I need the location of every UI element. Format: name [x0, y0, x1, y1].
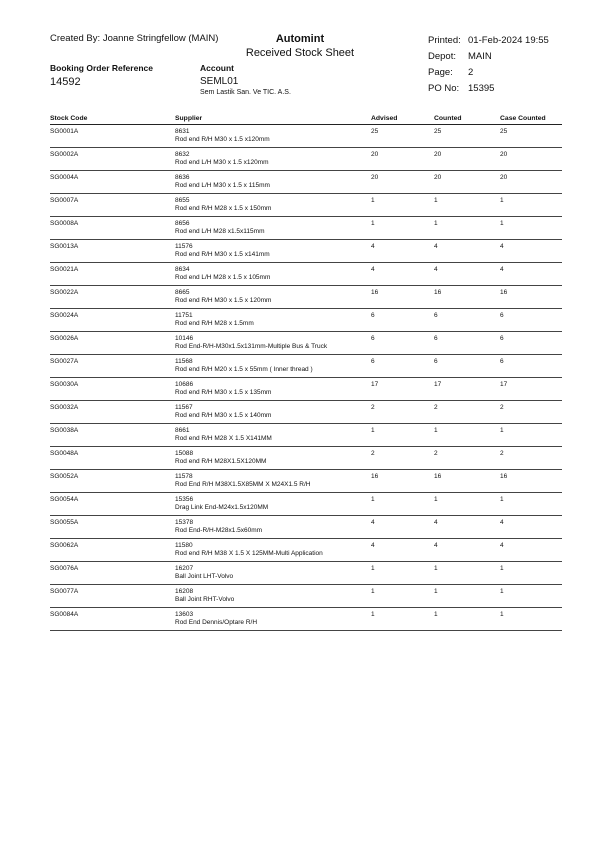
advised-qty: 4: [371, 266, 375, 273]
stock-code: SG0004A: [50, 174, 79, 181]
case-counted-cell: [500, 286, 562, 309]
column-header-advised: Advised: [371, 114, 434, 125]
item-description: Rod end R/H M28X1.5X120MM: [175, 458, 267, 465]
item-description: Rod End-R/H-M28x1.5x60mm: [175, 527, 263, 534]
counted-cell: [434, 562, 500, 585]
supplier-code: 8661: [175, 427, 190, 434]
item-description: Rod End R/H M38X1.5X85MM X M24X1.5 R/H: [175, 481, 311, 488]
supplier-cell: [175, 470, 371, 493]
counted-qty: 1: [434, 496, 438, 503]
printed-value: 01-Feb-2024 19:55: [468, 35, 549, 46]
supplier-code: 15356: [175, 496, 194, 503]
advised-cell: [371, 447, 434, 470]
stock-code: SG0038A: [50, 427, 79, 434]
counted-cell: [434, 470, 500, 493]
page-row: [428, 65, 549, 81]
supplier-cell: [175, 493, 371, 516]
counted-cell: [434, 424, 500, 447]
table-row: [50, 263, 562, 286]
stock-code: SG0001A: [50, 128, 79, 135]
depot-row: [428, 49, 549, 65]
supplier-cell: [175, 171, 371, 194]
advised-cell: [371, 217, 434, 240]
advised-cell: [371, 240, 434, 263]
stock-code-cell: [50, 286, 175, 309]
stock-code-cell: [50, 562, 175, 585]
table-row: [50, 286, 562, 309]
item-description: Rod end R/H M30 x 1.5 x141mm: [175, 251, 270, 258]
supplier-cell: [175, 562, 371, 585]
case-counted-cell: [500, 217, 562, 240]
printed-label: Printed:: [428, 35, 461, 46]
table-row: [50, 194, 562, 217]
advised-cell: [371, 309, 434, 332]
column-header-counted: Counted: [434, 114, 500, 125]
item-description: Rod end R/H M38 X 1.5 X 125MM-Multi Application: [175, 550, 323, 557]
counted-qty: 1: [434, 588, 438, 595]
stock-code: SG0055A: [50, 519, 79, 526]
supplier-code: 16208: [175, 588, 194, 595]
counted-qty: 1: [434, 197, 438, 204]
case-counted-cell: [500, 585, 562, 608]
advised-qty: 6: [371, 335, 375, 342]
po-label: PO No:: [428, 83, 460, 94]
case-counted-cell: [500, 355, 562, 378]
advised-cell: [371, 355, 434, 378]
counted-qty: 25: [434, 128, 442, 135]
created-by-value: Joanne Stringfellow (MAIN): [102, 33, 219, 44]
supplier-cell: [175, 125, 371, 148]
advised-cell: [371, 148, 434, 171]
table-row: [50, 608, 562, 631]
stock-code-cell: [50, 424, 175, 447]
stock-code: SG0008A: [50, 220, 79, 227]
supplier-cell: [175, 539, 371, 562]
printed-row: [428, 33, 549, 49]
case-counted-cell: [500, 378, 562, 401]
stock-code-cell: [50, 378, 175, 401]
case-counted-qty: 20: [500, 174, 508, 181]
item-description: Drag Link End-M24x1.5x120MM: [175, 504, 269, 511]
advised-qty: 16: [371, 473, 379, 480]
stock-code-cell: [50, 401, 175, 424]
counted-qty: 17: [434, 381, 442, 388]
table-row: [50, 516, 562, 539]
advised-qty: 1: [371, 427, 375, 434]
stock-code: SG0007A: [50, 197, 79, 204]
advised-qty: 2: [371, 450, 375, 457]
supplier-cell: [175, 516, 371, 539]
item-description: Rod End Dennis/Optare R/H: [175, 619, 258, 626]
case-counted-cell: [500, 263, 562, 286]
stock-code-cell: [50, 148, 175, 171]
stock-code: SG0052A: [50, 473, 79, 480]
case-counted-cell: [500, 493, 562, 516]
counted-cell: [434, 286, 500, 309]
supplier-code: 8636: [175, 174, 190, 181]
counted-cell: [434, 355, 500, 378]
counted-cell: [434, 539, 500, 562]
stock-code-cell: [50, 355, 175, 378]
stock-code-cell: [50, 493, 175, 516]
created-by-label: Created By:: [50, 33, 101, 44]
table-row: [50, 148, 562, 171]
column-header-supplier: Supplier: [175, 114, 371, 125]
supplier-cell: [175, 332, 371, 355]
supplier-code: 11580: [175, 542, 193, 549]
advised-qty: 1: [371, 496, 375, 503]
supplier-cell: [175, 217, 371, 240]
account-name: Sem Lastik San. Ve TIC. A.S.: [200, 89, 291, 96]
counted-qty: 20: [434, 151, 442, 158]
column-header-case-counted: Case Counted: [500, 114, 562, 125]
table-row: [50, 470, 562, 493]
stock-code: SG0013A: [50, 243, 79, 250]
advised-cell: [371, 125, 434, 148]
table-header-row: [50, 114, 562, 125]
counted-qty: 1: [434, 427, 438, 434]
counted-cell: [434, 378, 500, 401]
counted-qty: 1: [434, 565, 438, 572]
counted-cell: [434, 516, 500, 539]
advised-cell: [371, 263, 434, 286]
advised-cell: [371, 608, 434, 631]
created-by: [50, 33, 218, 44]
stock-code-cell: [50, 539, 175, 562]
table-row: [50, 332, 562, 355]
supplier-code: 13603: [175, 611, 194, 618]
case-counted-qty: 17: [500, 381, 508, 388]
item-description: Ball Joint RHT-Volvo: [175, 596, 235, 603]
stock-code-cell: [50, 447, 175, 470]
table-row: [50, 562, 562, 585]
supplier-code: 11568: [175, 358, 193, 365]
advised-qty: 1: [371, 565, 375, 572]
case-counted-qty: 4: [500, 542, 504, 549]
supplier-cell: [175, 263, 371, 286]
supplier-code: 10146: [175, 335, 194, 342]
advised-qty: 6: [371, 312, 375, 319]
stock-code: SG0022A: [50, 289, 79, 296]
supplier-code: 8631: [175, 128, 190, 135]
case-counted-cell: [500, 240, 562, 263]
advised-cell: [371, 378, 434, 401]
stock-table: [50, 114, 562, 631]
stock-code: SG0030A: [50, 381, 79, 388]
case-counted-cell: [500, 424, 562, 447]
counted-cell: [434, 194, 500, 217]
case-counted-qty: 6: [500, 358, 504, 365]
item-description: Rod End-R/H-M30x1.5x131mm-Multiple Bus & Truck: [175, 343, 328, 350]
case-counted-cell: [500, 125, 562, 148]
supplier-cell: [175, 240, 371, 263]
counted-cell: [434, 401, 500, 424]
advised-cell: [371, 562, 434, 585]
counted-cell: [434, 263, 500, 286]
counted-cell: [434, 171, 500, 194]
table-row: [50, 493, 562, 516]
advised-cell: [371, 470, 434, 493]
stock-code: SG0002A: [50, 151, 79, 158]
case-counted-qty: 25: [500, 128, 508, 135]
counted-cell: [434, 125, 500, 148]
case-counted-cell: [500, 539, 562, 562]
table-row: [50, 125, 562, 148]
stock-code-cell: [50, 470, 175, 493]
supplier-code: 16207: [175, 565, 194, 572]
case-counted-qty: 4: [500, 243, 504, 250]
advised-qty: 1: [371, 220, 375, 227]
case-counted-qty: 1: [500, 565, 504, 572]
case-counted-qty: 6: [500, 335, 504, 342]
booking-reference: [50, 63, 153, 88]
case-counted-qty: 2: [500, 450, 504, 457]
advised-qty: 4: [371, 542, 375, 549]
case-counted-qty: 2: [500, 404, 504, 411]
item-description: Ball Joint LHT-Volvo: [175, 573, 234, 580]
counted-cell: [434, 148, 500, 171]
advised-qty: 2: [371, 404, 375, 411]
case-counted-qty: 20: [500, 151, 508, 158]
stock-code-cell: [50, 240, 175, 263]
case-counted-qty: 6: [500, 312, 504, 319]
advised-cell: [371, 171, 434, 194]
advised-qty: 20: [371, 174, 379, 181]
supplier-cell: [175, 401, 371, 424]
stock-code: SG0027A: [50, 358, 79, 365]
table-row: [50, 401, 562, 424]
case-counted-qty: 1: [500, 427, 504, 434]
supplier-cell: [175, 378, 371, 401]
advised-qty: 17: [371, 381, 379, 388]
table-row: [50, 217, 562, 240]
counted-qty: 6: [434, 358, 438, 365]
advised-cell: [371, 585, 434, 608]
supplier-code: 8665: [175, 289, 190, 296]
advised-qty: 6: [371, 358, 375, 365]
item-description: Rod end R/H M30 x 1.5 x 120mm: [175, 297, 272, 304]
counted-cell: [434, 217, 500, 240]
advised-cell: [371, 516, 434, 539]
item-description: Rod end R/H M20 x 1.5 x 55mm ( Inner thread ): [175, 366, 313, 373]
account-label: Account: [200, 63, 234, 73]
case-counted-qty: 1: [500, 588, 504, 595]
case-counted-cell: [500, 401, 562, 424]
counted-qty: 1: [434, 220, 438, 227]
item-description: Rod end L/H M28 x1.5x115mm: [175, 228, 265, 235]
supplier-cell: [175, 355, 371, 378]
booking-reference-value: 14592: [50, 76, 81, 88]
stock-code-cell: [50, 125, 175, 148]
counted-cell: [434, 493, 500, 516]
document-subtitle: Received Stock Sheet: [245, 47, 355, 59]
stock-table-body: [50, 125, 562, 631]
table-row: [50, 309, 562, 332]
counted-qty: 4: [434, 519, 438, 526]
supplier-code: 8632: [175, 151, 190, 158]
supplier-code: 11567: [175, 404, 193, 411]
advised-qty: 4: [371, 243, 375, 250]
item-description: Rod end R/H M30 x 1.5 x120mm: [175, 136, 270, 143]
item-description: Rod end R/H M30 x 1.5 x 135mm: [175, 389, 272, 396]
supplier-code: 15088: [175, 450, 194, 457]
case-counted-cell: [500, 171, 562, 194]
advised-qty: 25: [371, 128, 379, 135]
item-description: Rod end R/H M28 x 1.5 x 150mm: [175, 205, 272, 212]
stock-code: SG0084A: [50, 611, 79, 618]
supplier-code: 11578: [175, 473, 193, 480]
counted-cell: [434, 585, 500, 608]
stock-code-cell: [50, 332, 175, 355]
case-counted-qty: 16: [500, 289, 508, 296]
supplier-cell: [175, 585, 371, 608]
supplier-code: 8656: [175, 220, 190, 227]
advised-cell: [371, 286, 434, 309]
counted-qty: 20: [434, 174, 442, 181]
stock-code-cell: [50, 608, 175, 631]
table-row: [50, 240, 562, 263]
counted-qty: 4: [434, 542, 438, 549]
supplier-code: 10686: [175, 381, 194, 388]
counted-qty: 6: [434, 335, 438, 342]
table-row: [50, 171, 562, 194]
counted-cell: [434, 447, 500, 470]
advised-cell: [371, 194, 434, 217]
counted-qty: 1: [434, 611, 438, 618]
account-code: SEML01: [200, 76, 239, 87]
stock-code: SG0062A: [50, 542, 79, 549]
supplier-code: 11751: [175, 312, 193, 319]
counted-qty: 4: [434, 243, 438, 250]
advised-qty: 1: [371, 588, 375, 595]
depot-value: MAIN: [468, 51, 492, 62]
counted-cell: [434, 608, 500, 631]
case-counted-cell: [500, 447, 562, 470]
depot-label: Depot:: [428, 51, 456, 62]
advised-qty: 1: [371, 197, 375, 204]
case-counted-qty: 4: [500, 519, 504, 526]
po-number: 15395: [468, 83, 495, 94]
po-row: [428, 81, 549, 97]
stock-code: SG0021A: [50, 266, 79, 273]
table-row: [50, 424, 562, 447]
supplier-cell: [175, 608, 371, 631]
advised-cell: [371, 539, 434, 562]
stock-code: SG0054A: [50, 496, 79, 503]
supplier-cell: [175, 194, 371, 217]
advised-cell: [371, 424, 434, 447]
case-counted-cell: [500, 562, 562, 585]
stock-code-cell: [50, 516, 175, 539]
supplier-cell: [175, 148, 371, 171]
counted-qty: 16: [434, 289, 442, 296]
supplier-code: 11576: [175, 243, 193, 250]
print-info: [428, 33, 549, 97]
counted-qty: 2: [434, 404, 438, 411]
item-description: Rod end L/H M30 x 1.5 x120mm: [175, 159, 269, 166]
case-counted-cell: [500, 470, 562, 493]
item-description: Rod end R/H M28 X 1.5 X141MM: [175, 435, 272, 442]
supplier-code: 15378: [175, 519, 194, 526]
supplier-cell: [175, 424, 371, 447]
counted-qty: 2: [434, 450, 438, 457]
case-counted-qty: 1: [500, 197, 504, 204]
stock-code: SG0024A: [50, 312, 79, 319]
page-label: Page:: [428, 67, 453, 78]
table-row: [50, 447, 562, 470]
table-row: [50, 539, 562, 562]
document-heading: [230, 33, 370, 59]
stock-code-cell: [50, 171, 175, 194]
advised-cell: [371, 493, 434, 516]
table-row: [50, 355, 562, 378]
advised-cell: [371, 332, 434, 355]
counted-cell: [434, 240, 500, 263]
case-counted-cell: [500, 309, 562, 332]
counted-cell: [434, 309, 500, 332]
booking-reference-label: Booking Order Reference: [50, 63, 153, 73]
stock-code-cell: [50, 585, 175, 608]
counted-qty: 6: [434, 312, 438, 319]
case-counted-qty: 1: [500, 220, 504, 227]
case-counted-cell: [500, 608, 562, 631]
stock-code: SG0048A: [50, 450, 79, 457]
company-title: Automint: [275, 33, 325, 45]
case-counted-qty: 1: [500, 611, 504, 618]
supplier-code: 8634: [175, 266, 190, 273]
supplier-code: 8655: [175, 197, 190, 204]
advised-qty: 20: [371, 151, 379, 158]
case-counted-cell: [500, 194, 562, 217]
stock-code-cell: [50, 217, 175, 240]
counted-qty: 4: [434, 266, 438, 273]
page-number: 2: [468, 67, 474, 78]
advised-qty: 4: [371, 519, 375, 526]
stock-code-cell: [50, 194, 175, 217]
case-counted-qty: 4: [500, 266, 504, 273]
item-description: Rod end L/H M30 x 1.5 x 115mm: [175, 182, 270, 189]
stock-code: SG0026A: [50, 335, 79, 342]
case-counted-cell: [500, 516, 562, 539]
item-description: Rod end L/H M28 x 1.5 x 105mm: [175, 274, 271, 281]
case-counted-cell: [500, 332, 562, 355]
case-counted-qty: 16: [500, 473, 508, 480]
account-info: [200, 63, 291, 96]
supplier-cell: [175, 447, 371, 470]
table-row: [50, 585, 562, 608]
stock-code-cell: [50, 263, 175, 286]
stock-code: SG0032A: [50, 404, 79, 411]
supplier-cell: [175, 309, 371, 332]
case-counted-qty: 1: [500, 496, 504, 503]
item-description: Rod end R/H M30 x 1.5 x 140mm: [175, 412, 272, 419]
case-counted-cell: [500, 148, 562, 171]
supplier-cell: [175, 286, 371, 309]
table-row: [50, 378, 562, 401]
advised-qty: 1: [371, 611, 375, 618]
item-description: Rod end R/H M28 x 1.5mm: [175, 320, 254, 327]
stock-code: SG0077A: [50, 588, 79, 595]
stock-code: SG0076A: [50, 565, 79, 572]
stock-code-cell: [50, 309, 175, 332]
counted-cell: [434, 332, 500, 355]
counted-qty: 16: [434, 473, 442, 480]
column-header-stock-code: Stock Code: [50, 114, 175, 125]
advised-qty: 16: [371, 289, 379, 296]
advised-cell: [371, 401, 434, 424]
